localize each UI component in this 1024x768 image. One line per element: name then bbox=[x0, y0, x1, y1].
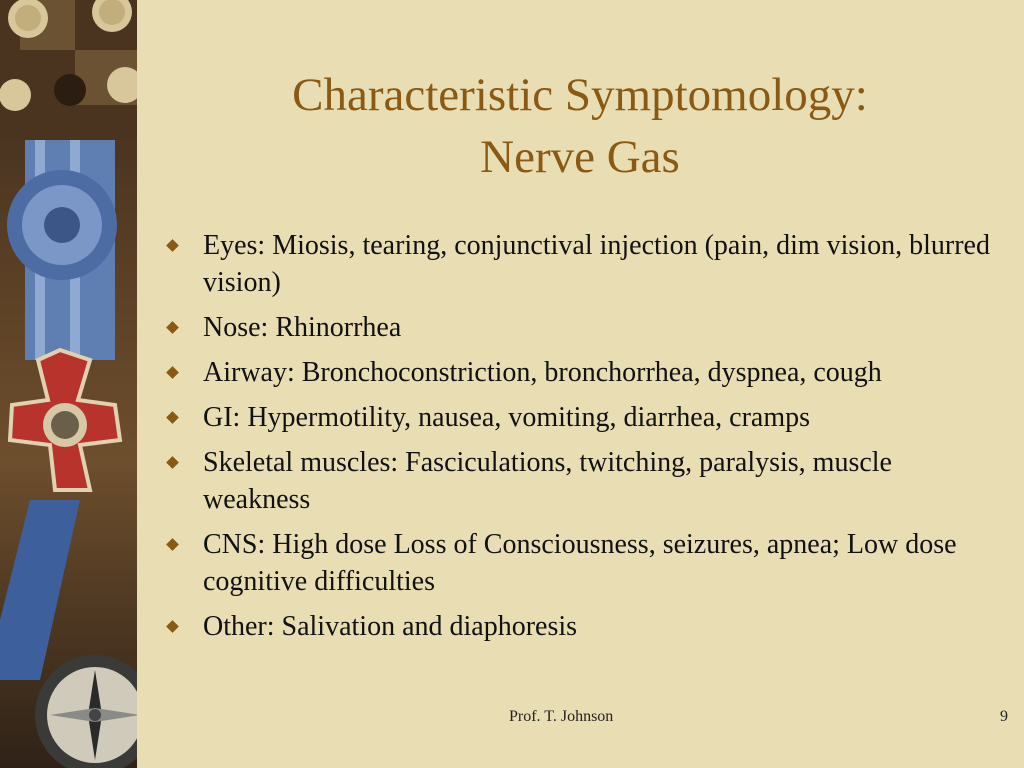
list-item bbox=[166, 399, 996, 436]
list-item bbox=[166, 309, 996, 346]
list-item bbox=[166, 444, 996, 518]
diamond-bullet-icon bbox=[166, 411, 179, 424]
diamond-bullet-icon bbox=[166, 321, 179, 334]
list-item-text: Airway: Bronchoconstriction, bronchorrhea, dyspnea, cough bbox=[203, 357, 882, 388]
diamond-bullet-icon bbox=[166, 366, 179, 379]
list-item bbox=[166, 354, 996, 391]
medal-and-compass-image bbox=[0, 0, 137, 768]
list-item bbox=[166, 608, 996, 645]
diamond-bullet-icon bbox=[166, 239, 179, 252]
diamond-bullet-icon bbox=[166, 620, 179, 633]
list-item-text: GI: Hypermotility, nausea, vomiting, diarrhea, cramps bbox=[203, 402, 811, 433]
slide-title bbox=[160, 64, 1000, 188]
diamond-bullet-icon bbox=[166, 538, 179, 551]
list-item-text: CNS: High dose Loss of Consciousness, seizures, apnea; Low dose cognitive difficulties bbox=[203, 529, 957, 597]
slide-title-line-1: Characteristic Symptomology: bbox=[292, 69, 868, 121]
page-number: 9 bbox=[1000, 708, 1008, 725]
symptom-list bbox=[166, 227, 996, 653]
footer-author: Prof. T. Johnson bbox=[509, 708, 614, 725]
diamond-bullet-icon bbox=[166, 456, 179, 469]
decorative-collage-icon bbox=[0, 0, 137, 768]
list-item-text: Other: Salivation and diaphoresis bbox=[203, 611, 578, 642]
list-item bbox=[166, 526, 996, 600]
list-item-text: Eyes: Miosis, tearing, conjunctival injection (pain, dim vision, blurred vision) bbox=[203, 230, 990, 298]
list-item-text: Skeletal muscles: Fasciculations, twitching, paralysis, muscle weakness bbox=[203, 447, 892, 515]
list-item bbox=[166, 227, 996, 301]
list-item-text: Nose: Rhinorrhea bbox=[203, 312, 402, 343]
slide-title-line-2: Nerve Gas bbox=[480, 131, 680, 183]
